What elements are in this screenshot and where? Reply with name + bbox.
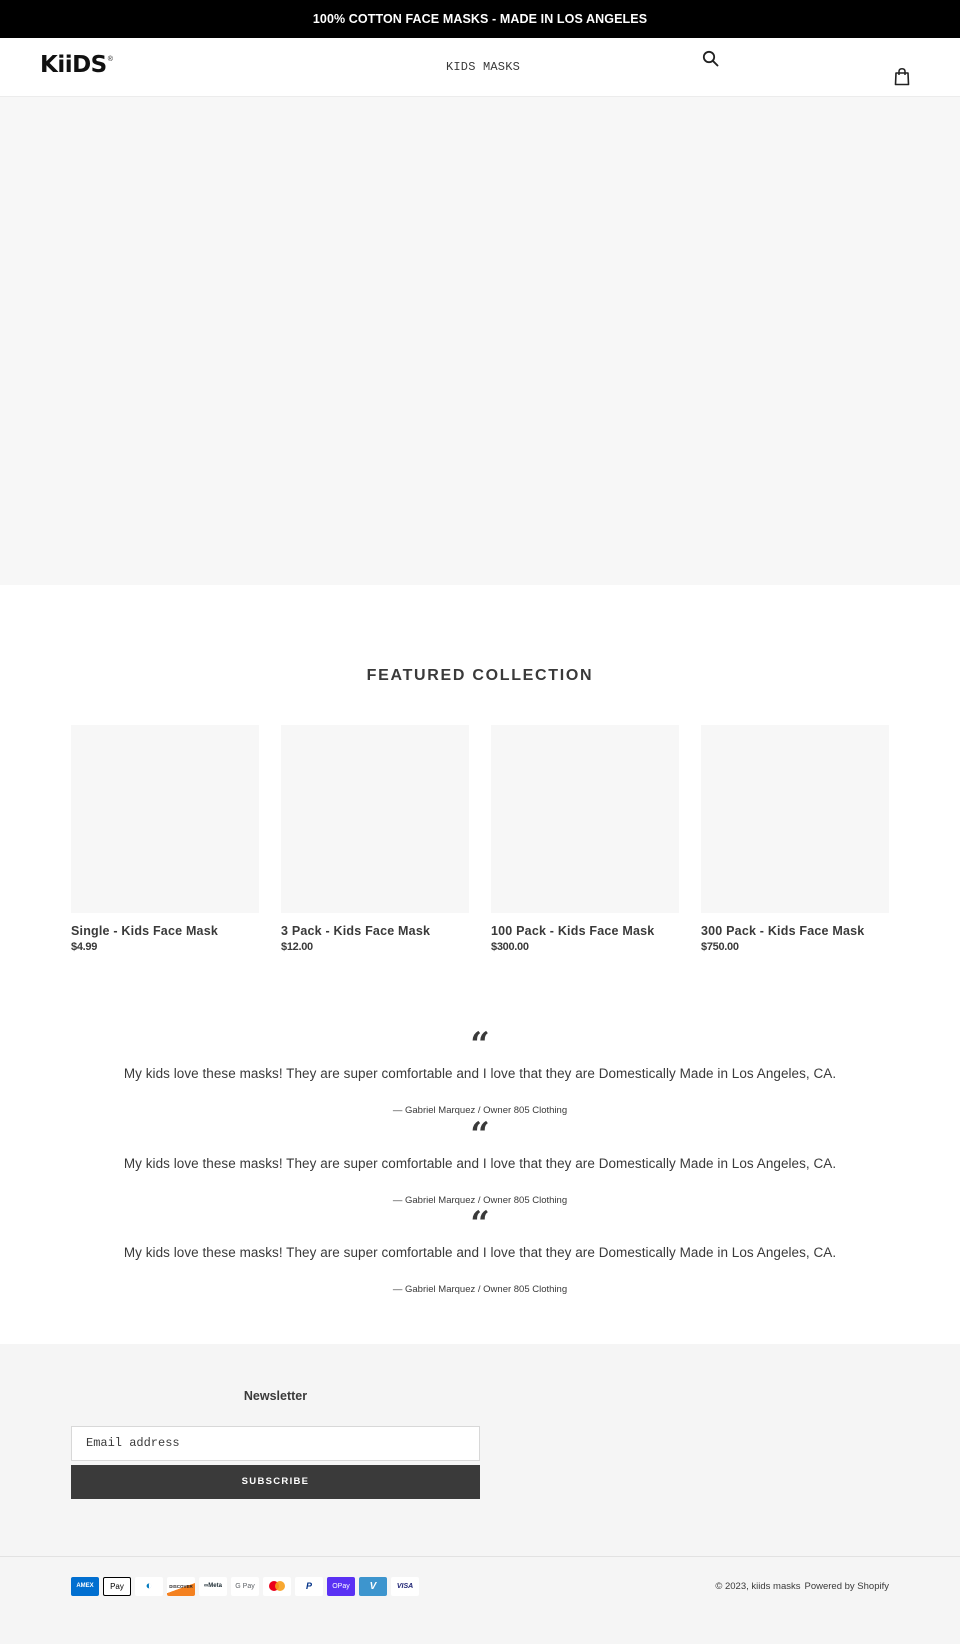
product-title[interactable]: 100 Pack - Kids Face Mask [491,924,655,938]
product-image[interactable] [281,725,469,913]
product-card[interactable] [491,725,679,953]
cart-icon[interactable] [893,67,911,87]
section-title: FEATURED COLLECTION [366,667,594,684]
testimonials-section [0,953,960,1344]
newsletter-title: Newsletter [243,1388,308,1403]
shop-pay-icon: OPay [327,1577,355,1596]
payment-icons [71,1577,419,1596]
meta-pay-icon: ∞Meta [199,1577,227,1596]
registered-mark: ® [107,56,113,63]
product-image[interactable] [71,725,259,913]
product-card[interactable] [701,725,889,953]
testimonial [0,1025,960,1125]
nav-link-kids-masks[interactable]: KIDS MASKS [446,60,521,74]
email-input[interactable] [71,1426,480,1461]
newsletter-form [71,1389,480,1499]
diners-club-icon: ◐ [135,1577,163,1596]
google-pay-icon: G Pay [231,1577,259,1596]
announcement-bar [0,0,960,38]
copyright-link[interactable]: © 2023, kiids masks [715,1580,801,1592]
product-title[interactable]: 300 Pack - Kids Face Mask [701,924,865,938]
visa-icon: VISA [391,1577,419,1596]
announcement-text: 100% COTTON FACE MASKS - MADE IN LOS ANGELES [312,12,648,26]
quote-icon: “ [470,1204,490,1244]
testimonial-author: — Gabriel Marquez / Owner 805 Clothing [392,1194,568,1206]
testimonial-author: — Gabriel Marquez / Owner 805 Clothing [392,1284,568,1295]
site-footer [0,1556,960,1644]
quote-icon: “ [470,1025,490,1065]
site-header [0,38,960,97]
hero-banner [0,97,960,585]
venmo-icon: V [359,1577,387,1596]
testimonial-text: My kids love these masks! They are super comfortable and I love that they are Domestically Made in Los Angeles, CA. [123,1155,837,1171]
paypal-icon: P [295,1577,323,1596]
mastercard-icon [263,1577,291,1596]
apple-pay-icon: Pay [103,1577,131,1596]
testimonial [0,1204,960,1304]
logo-text: KiiDS [40,52,107,78]
testimonial-author: — Gabriel Marquez / Owner 805 Clothing [392,1105,568,1116]
quote-icon: “ [470,1114,490,1155]
copyright [715,1581,889,1592]
product-title[interactable]: Single - Kids Face Mask [71,924,219,938]
product-price: $750.00 [701,941,739,953]
amex-icon: AMEX [71,1577,99,1596]
product-price: $12.00 [281,941,313,953]
featured-collection [0,585,960,953]
site-logo[interactable] [40,54,113,77]
search-icon[interactable] [702,50,720,68]
product-card[interactable] [281,725,469,953]
testimonial-text: My kids love these masks! They are super comfortable and I love that they are Domestically Made in Los Angeles, CA. [123,1066,837,1081]
product-card[interactable] [71,725,259,953]
product-image[interactable] [491,725,679,913]
product-grid [71,725,889,953]
testimonial-text: My kids love these masks! They are super comfortable and I love that they are Domestically Made in Los Angeles, CA. [123,1245,837,1260]
product-title[interactable]: 3 Pack - Kids Face Mask [281,924,431,938]
discover-icon: DISCOVER [167,1577,195,1596]
powered-by-link[interactable]: Powered by Shopify [804,1580,889,1592]
subscribe-button[interactable]: SUBSCRIBE [71,1465,480,1499]
product-price: $300.00 [491,941,529,953]
product-price: $4.99 [71,941,98,953]
newsletter-section [0,1344,960,1556]
product-image[interactable] [701,725,889,913]
testimonial [0,1114,960,1215]
